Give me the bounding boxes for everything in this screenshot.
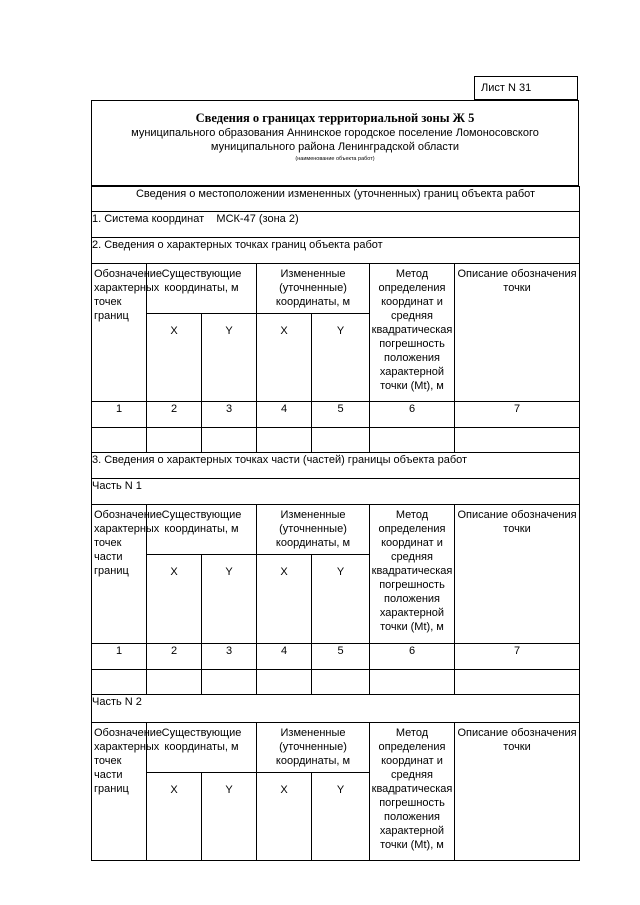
- column-number: 2: [147, 402, 202, 428]
- header-existing: Существующие координаты, м: [147, 505, 257, 555]
- header-changed: Измененные (уточненные) координаты, м: [257, 264, 370, 314]
- column-number: 7: [455, 402, 580, 428]
- header-y: Y: [202, 555, 257, 644]
- column-number: 3: [202, 644, 257, 670]
- empty-cell: [92, 670, 147, 695]
- column-number: 4: [257, 644, 312, 670]
- empty-cell: [202, 670, 257, 695]
- empty-cell: [202, 428, 257, 453]
- header-x: X: [257, 555, 312, 644]
- empty-cell: [257, 428, 312, 453]
- header-existing: Существующие координаты, м: [147, 723, 257, 773]
- empty-cell: [455, 428, 580, 453]
- empty-cell: [257, 670, 312, 695]
- column-number: 3: [202, 402, 257, 428]
- column-number: 7: [455, 644, 580, 670]
- empty-cell: [455, 670, 580, 695]
- header-designation-part: Обозначение характерных точек части границ: [92, 723, 147, 861]
- part-1-heading: Часть N 1: [92, 479, 580, 505]
- boundary-table: [91, 186, 580, 861]
- header-changed: Измененные (уточненные) координаты, м: [257, 505, 370, 555]
- header-y: Y: [202, 773, 257, 861]
- header-y: Y: [202, 314, 257, 402]
- empty-cell: [312, 670, 370, 695]
- column-number: 1: [92, 644, 147, 670]
- section-2-heading: 2. Сведения о характерных точках границ объекта работ: [92, 238, 580, 264]
- title-note: (наименование объекта работ): [295, 156, 375, 162]
- column-number: 5: [312, 402, 370, 428]
- section-3-heading: 3. Сведения о характерных точках части (частей) границы объекта работ: [92, 453, 580, 479]
- header-method: Метод определения координат и средняя квадратическая погрешность положения характерной точки (Mt), м: [370, 723, 455, 861]
- header-designation-part: Обозначение характерных точек части границ: [92, 505, 147, 644]
- coordinate-system-value: МСК-47 (зона 2): [216, 213, 299, 225]
- empty-cell: [370, 428, 455, 453]
- page-subtitle: муниципального образования Аннинское городское поселение Ломоносовского муниципального района Ленинградской области: [131, 127, 539, 153]
- column-number: 5: [312, 644, 370, 670]
- header-x: X: [257, 314, 312, 402]
- header-description: Описание обозначения точки: [455, 723, 580, 861]
- column-number: 4: [257, 402, 312, 428]
- header-x: X: [147, 314, 202, 402]
- header-x: X: [147, 555, 202, 644]
- header-changed: Измененные (уточненные) координаты, м: [257, 723, 370, 773]
- empty-cell: [147, 428, 202, 453]
- empty-cell: [312, 428, 370, 453]
- header-designation: Обозначение характерных точек границ: [92, 264, 147, 402]
- column-number: 6: [370, 644, 455, 670]
- header-method: Метод определения координат и средняя квадратическая погрешность положения характерной точки (Mt), м: [370, 264, 455, 402]
- empty-cell: [92, 428, 147, 453]
- header-y: Y: [312, 314, 370, 402]
- header-method: Метод определения координат и средняя квадратическая погрешность положения характерной точки (Mt), м: [370, 505, 455, 644]
- sheet-number: Лист N 31: [474, 76, 578, 100]
- column-number: 1: [92, 402, 147, 428]
- column-number: 6: [370, 402, 455, 428]
- coordinate-system-row: [92, 212, 580, 238]
- header-description: Описание обозначения точки: [455, 505, 580, 644]
- coordinate-system-label: 1. Система координат: [92, 213, 205, 225]
- title-block: [91, 100, 579, 186]
- header-y: Y: [312, 773, 370, 861]
- empty-cell: [147, 670, 202, 695]
- part-2-heading: Часть N 2: [92, 695, 580, 723]
- column-number: 2: [147, 644, 202, 670]
- page-title: Сведения о границах территориальной зоны Ж 5: [195, 111, 475, 125]
- header-y: Y: [312, 555, 370, 644]
- header-x: X: [257, 773, 312, 861]
- header-description: Описание обозначения точки: [455, 264, 580, 402]
- header-x: X: [147, 773, 202, 861]
- location-heading: Сведения о местоположении измененных (уточненных) границ объекта работ: [92, 187, 580, 212]
- header-existing: Существующие координаты, м: [147, 264, 257, 314]
- empty-cell: [370, 670, 455, 695]
